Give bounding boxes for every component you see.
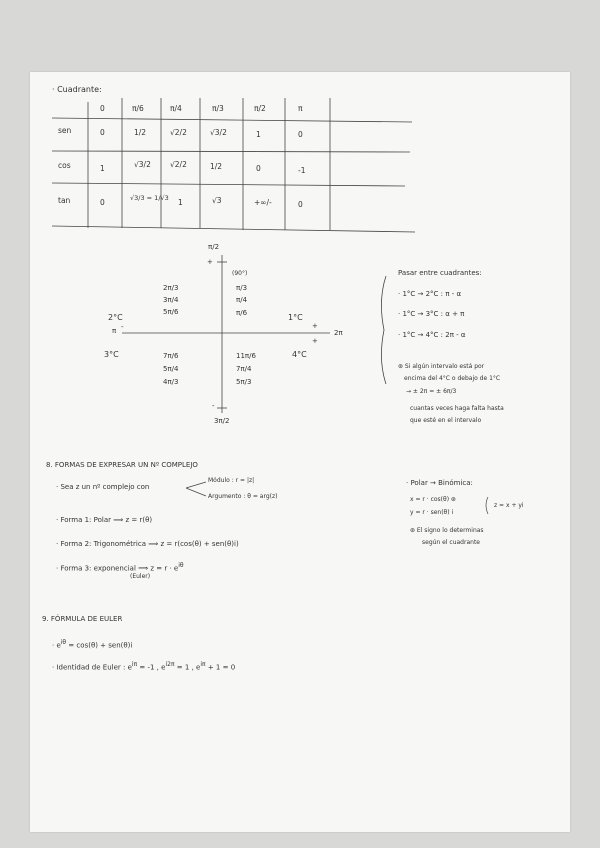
quadrant-rule: · 1°C → 4°C : 2π - α: [398, 331, 466, 339]
q4-angle: 11π/6: [236, 352, 256, 360]
q4-angle: 7π/4: [236, 365, 252, 373]
label-left-minus: -: [121, 323, 124, 331]
q2-angle: 3π/4: [163, 296, 179, 304]
q3-angle: 5π/4: [163, 365, 179, 373]
cell: 1/2: [134, 128, 147, 137]
polar-note: ⊛ El signo lo determinas: [410, 527, 484, 534]
q2-label: 2°C: [108, 313, 123, 322]
identity-r2: = 1 , e: [176, 663, 201, 672]
q1-label: 1°C: [288, 313, 303, 322]
q2-angle: 5π/6: [163, 308, 179, 316]
cell: 1: [100, 164, 105, 173]
label-3pi2: 3π/2: [214, 417, 230, 425]
section8-line1: · Sea z un nº complejo con: [56, 483, 150, 491]
cell: 0: [298, 200, 303, 209]
label-pi2: π/2: [208, 243, 220, 251]
header-pi6: π/6: [132, 104, 144, 113]
q1-angle: π/6: [236, 309, 248, 317]
cell: √3/2: [210, 128, 227, 137]
identity-r3: + 1 = 0: [207, 663, 236, 672]
cell: 1: [178, 198, 183, 207]
forma1: · Forma 1: Polar ⟹ z = r(θ): [56, 516, 153, 524]
identity-exp3: iπ: [200, 661, 206, 668]
q4-angle: 5π/3: [236, 378, 252, 386]
quadrant-note: encima del 4°C o debajo de 1°C: [404, 375, 501, 382]
euler-e: · e: [52, 641, 61, 650]
quadrant-note: ⊛ Si algún intervalo está por: [398, 363, 485, 370]
quadrant-rule: · 1°C → 3°C : α + π: [398, 310, 465, 318]
table-title: · Cuadrante:: [52, 85, 102, 94]
label-2pi: 2π: [334, 329, 343, 337]
forma3-text: · Forma 3: exponencial ⟹ z = r · e: [56, 564, 179, 573]
cell: 1: [256, 130, 261, 139]
quadrant-note: → ± 2π = ± 6π/3: [406, 388, 457, 395]
cell: √3/2: [134, 160, 151, 169]
cell: 0: [100, 198, 105, 207]
section8-title: 8. FORMAS DE EXPRESAR UN Nº COMPLEJO: [46, 461, 198, 469]
quadrants-title: Pasar entre cuadrantes:: [398, 269, 482, 277]
cell: 1/2: [210, 162, 223, 171]
cell: √3/3 = 1/√3: [130, 194, 169, 202]
row-cos-label: cos: [58, 161, 71, 170]
polar-result: z = x + yi: [494, 502, 524, 509]
label-right-plus: +: [312, 322, 318, 330]
row-sen-label: sen: [58, 126, 72, 135]
cell: √3: [212, 196, 222, 205]
polar-y: y = r · sen(θ) i: [410, 509, 454, 516]
q3-angle: 7π/6: [163, 352, 179, 360]
section9-title: 9. FÓRMULA DE EULER: [42, 615, 123, 623]
cell: 0: [256, 164, 261, 173]
q3-angle: 4π/3: [163, 378, 179, 386]
quadrant-rule: · 1°C → 2°C : π - α: [398, 290, 462, 298]
cell: +∞/-: [254, 198, 272, 207]
cell: √2/2: [170, 128, 187, 137]
identity-exp1: iπ: [131, 661, 138, 668]
cell: -1: [298, 166, 306, 175]
polar-x: x = r · cos(θ) ⊛: [410, 496, 456, 503]
euler-exp: iθ: [60, 639, 67, 646]
modulo: Módulo : r = |z|: [208, 477, 255, 484]
identity-exp2: i2π: [165, 661, 175, 668]
forma3: [56, 563, 184, 572]
forma2: · Forma 2: Trigonométrica ⟹ z = r(cos(θ) + sen(θ)i): [56, 540, 239, 548]
cell: √2/2: [170, 160, 187, 169]
header-pi: π: [298, 104, 303, 113]
row-tan-label: tan: [58, 196, 71, 205]
label-90: (90°): [232, 270, 248, 277]
cell: 0: [100, 128, 105, 137]
label-right-plus-below: +: [312, 337, 318, 345]
euler-rest: = cos(θ) + sen(θ)i: [68, 641, 133, 650]
header-pi4: π/4: [170, 104, 182, 113]
forma3-euler: (Euler): [130, 573, 151, 580]
identity-r1: = -1 , e: [139, 663, 166, 672]
forma3-exp: iθ: [178, 562, 184, 569]
argumento: Argumento : θ = arg(z): [208, 493, 278, 500]
quadrant-note: que esté en el intervalo: [410, 417, 482, 424]
q2-angle: 2π/3: [163, 284, 179, 292]
polar-note: según el cuadrante: [422, 539, 480, 546]
header-pi2: π/2: [254, 104, 266, 113]
cell: 0: [298, 130, 303, 139]
label-pi: π: [112, 327, 117, 335]
quadrant-note: cuantas veces haga falta hasta: [410, 405, 504, 412]
euler-formula: [52, 640, 132, 649]
q1-angle: π/3: [236, 284, 248, 292]
euler-identity: [52, 662, 235, 671]
label-top-plus: +: [207, 258, 213, 266]
polar-title: · Polar → Binómica:: [406, 479, 473, 487]
q4-label: 4°C: [292, 350, 307, 359]
q3-label: 3°C: [104, 350, 119, 359]
header-0: 0: [100, 104, 105, 113]
identity-label: · Identidad de Euler : e: [52, 663, 132, 672]
label-bottom-minus: -: [212, 402, 215, 410]
header-pi3: π/3: [212, 104, 224, 113]
q1-angle: π/4: [236, 296, 248, 304]
